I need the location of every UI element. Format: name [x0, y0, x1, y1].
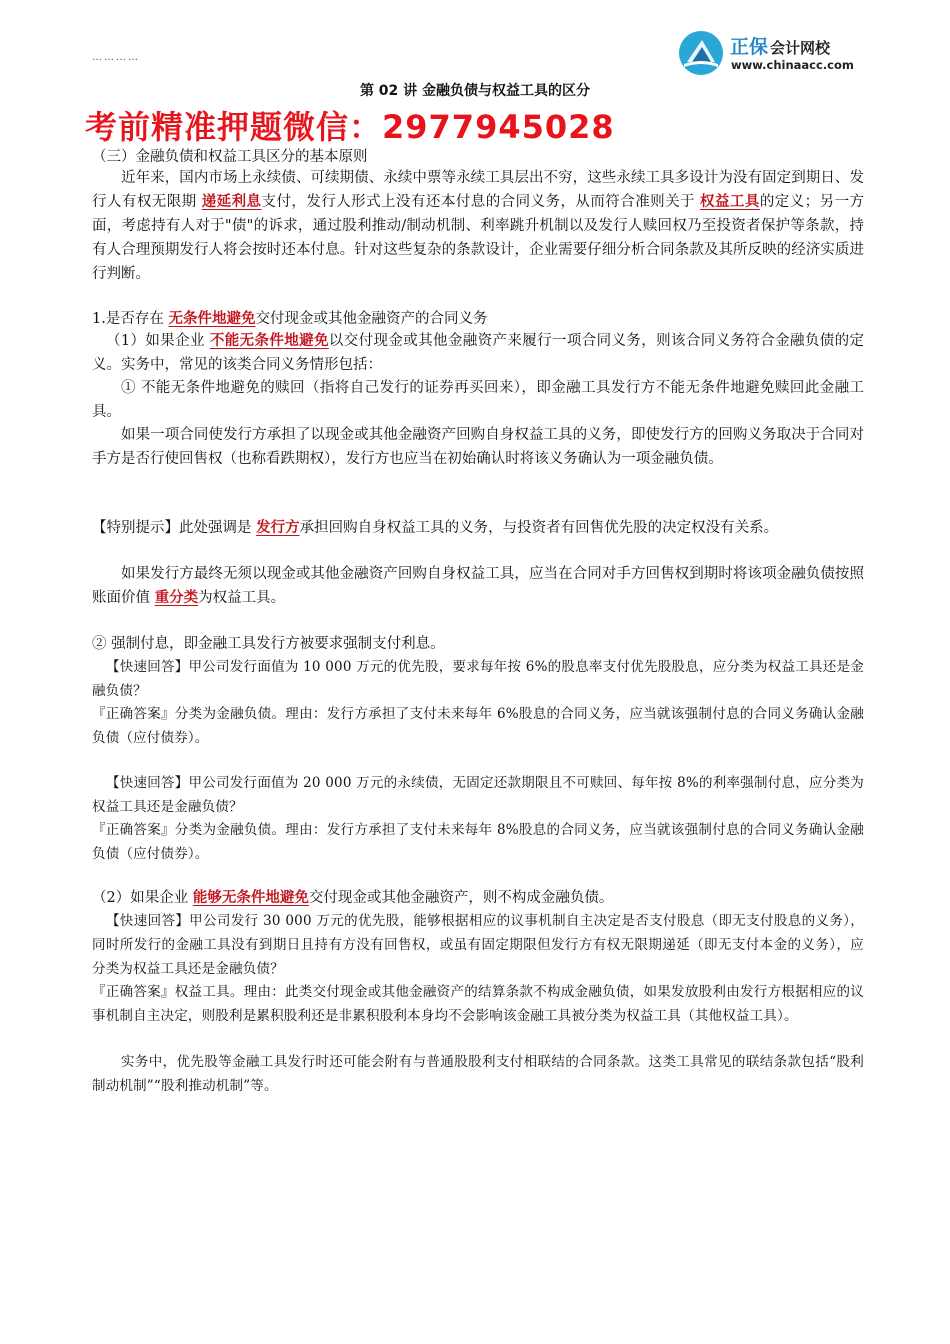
- keyword-reclassify: 重分类: [154, 589, 199, 606]
- item1-heading: 1.是否存在 无条件地避免交付现金或其他金融资产的合同义务: [92, 310, 488, 327]
- quick-question-1: 【快速回答】甲公司发行面值为 10 000 万元的优先股，要求每年按 6%的股息率支付优先股股息，应分类为权益工具还是金融负债？: [92, 659, 864, 699]
- site-logo[interactable]: [678, 28, 878, 78]
- chinaacc-logo-icon: [678, 30, 724, 76]
- logo-brand-text: 正保: [730, 36, 769, 58]
- intro-paragraph: 近年来，国内市场上永续债、可续期债、永续中票等永续工具层出不穷，这些永续工具多设计为没有固定到期日、发行人有权无限期 递延利息支付，发行人形式上没有还本付息的合同义务，从而符合准则关于 权益工具的定义；另一方面，考虑持有人对于"债"的诉求，通过股利推动/制动机制、利率跳升机制以及发行人赎回权乃至投资者保护等条款，持有人合理预期发行人将会按时还本付息。针对这些复杂的条款设计，企业需要仔细分析合同条款及其所反映的经济实质进行判断。: [92, 170, 865, 282]
- sub1-paragraph: （1）如果企业 不能无条件地避免以交付现金或其他金融资产来履行一项合同义务，则该合同义务符合金融负债的定义。实务中，常见的该类合同义务情形包括：: [92, 332, 865, 373]
- sub2-paragraph: （2）如果企业 能够无条件地避免交付现金或其他金融资产，则不构成金融负债。: [92, 889, 614, 906]
- quick-question-3: 【快速回答】甲公司发行 30 000 万元的优先股，能够根据相应的议事机制自主决定是否支付股息（即无支付股息的义务），同时所发行的金融工具没有到期日且持有方没有回售权，或虽有固定期限但发行方有权无限期递延（即无支付本金的义务），应分类为权益工具还是金融负债？: [92, 913, 864, 977]
- lecture-title: 第 02 讲 金融负债与权益工具的区分: [359, 83, 591, 99]
- repurchase-paragraph: 如果一项合同使发行方承担了以现金或其他金融资产回购自身权益工具的义务，即使发行方的回购义务取决于合同对手方是否行使回售权（也称看跌期权），发行方也应当在初始确认时将该义务确认为一项金融负债。: [92, 427, 864, 467]
- promo-banner: 考前精准押题微信：2977945028: [85, 108, 615, 146]
- header-corner-mark: …………: [92, 52, 140, 63]
- keyword-issuer: 发行方: [256, 519, 300, 536]
- practice-paragraph: 实务中，优先股等金融工具发行时还可能会附有与普通股股利支付相联结的合同条款。这类工具常见的联结条款包括“股利制动机制”“股利推动机制”等。: [92, 1054, 864, 1094]
- special-tip: 【特别提示】此处强调是 发行方承担回购自身权益工具的义务，与投资者有回售优先股的决定权没有关系。: [92, 519, 779, 536]
- section-heading: （三）金融负债和权益工具区分的基本原则: [92, 149, 368, 165]
- answer-3: 『正确答案』权益工具。理由：此类交付现金或其他金融资产的结算条款不构成金融负债，如果发放股利由发行方根据相应的议事机制自主决定，则股利是累积股利还是非累积股利本身均不会影响该金融工具被分类为权益工具（其他权益工具）。: [92, 984, 864, 1024]
- logo-brand-sub-text: 会计网校: [770, 39, 831, 57]
- keyword-equity-instrument: 权益工具: [700, 193, 760, 210]
- keyword-unconditional-avoid: 无条件地避免: [168, 310, 256, 327]
- answer-1: 『正确答案』分类为金融负债。理由：发行方承担了支付未来每年 6%股息的合同义务，应当就该强制付息的合同义务确认金融负债（应付债券）。: [92, 706, 864, 746]
- keyword-cannot-avoid: 不能无条件地避免: [209, 332, 329, 349]
- logo-url-text: www.chinaacc.com: [731, 58, 854, 72]
- point2-paragraph: ② 强制付息，即金融工具发行方被要求强制支付利息。: [92, 636, 445, 652]
- quick-question-2: 【快速回答】甲公司发行面值为 20 000 万元的永续债，无固定还款期限且不可赎回、每年按 8%的利率强制付息，应分类为权益工具还是金融负债？: [92, 775, 864, 815]
- keyword-defer-interest: 递延利息: [201, 193, 262, 210]
- answer-2: 『正确答案』分类为金融负债。理由：发行方承担了支付未来每年 8%股息的合同义务，应当就该强制付息的合同义务确认金融负债（应付债券）。: [92, 822, 864, 862]
- keyword-can-avoid: 能够无条件地避免: [192, 889, 309, 906]
- point1-paragraph: ① 不能无条件地避免的赎回（指将自己发行的证券再买回来），即金融工具发行方不能无条件地避免赎回此金融工具。: [92, 380, 864, 420]
- reclassify-paragraph: 如果发行方最终无须以现金或其他金融资产回购自身权益工具，应当在合同对手方回售权到期时将该项金融负债按照账面价值 重分类为权益工具。: [92, 566, 864, 606]
